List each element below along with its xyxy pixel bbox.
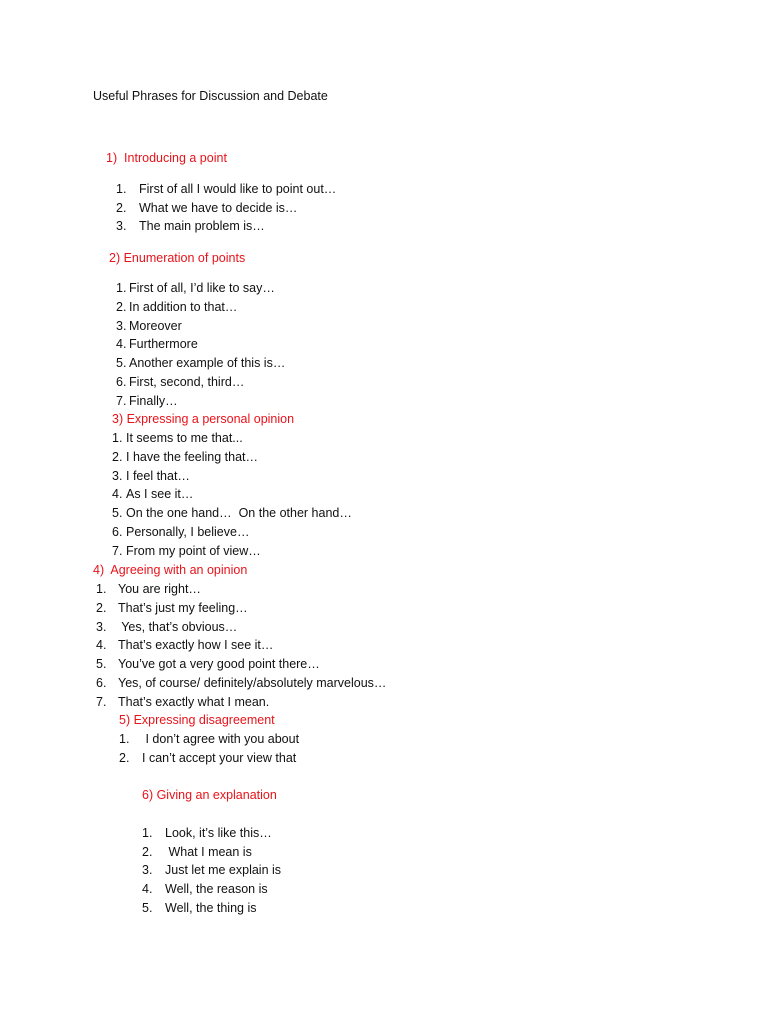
list-item-number: 4. xyxy=(142,882,153,896)
list-item-number: 1. xyxy=(116,182,127,196)
list-item-text: Yes, of course/ definitely/absolutely marvelous… xyxy=(118,676,387,690)
section-heading: 6) Giving an explanation xyxy=(142,788,277,802)
list-item-text: As I see it… xyxy=(126,487,194,501)
section-heading: 2) Enumeration of points xyxy=(109,251,246,265)
list-item-number: 6. xyxy=(112,525,123,539)
list-item-number: 1. xyxy=(119,732,130,746)
list-item-number: 3. xyxy=(96,620,107,634)
list-item-number: 7. xyxy=(116,394,127,408)
list-item-text: It seems to me that... xyxy=(126,431,243,445)
section-heading: 1) Introducing a point xyxy=(106,151,227,165)
list-item-text: On the one hand… On the other hand… xyxy=(126,506,352,520)
list-item-text: Another example of this is… xyxy=(129,356,286,370)
list-item-number: 2. xyxy=(96,601,107,615)
list-item-text: I have the feeling that… xyxy=(126,450,259,464)
list-item-text: What we have to decide is… xyxy=(139,201,298,215)
list-item-text: I feel that… xyxy=(126,469,190,483)
list-item-number: 6. xyxy=(96,676,107,690)
list-item-text: In addition to that… xyxy=(129,300,238,314)
list-item-text: From my point of view… xyxy=(126,544,261,558)
list-item-number: 5. xyxy=(142,901,153,915)
list-item-number: 1. xyxy=(116,281,127,295)
list-item-text: The main problem is… xyxy=(139,219,265,233)
list-item-text: You’ve got a very good point there… xyxy=(118,657,320,671)
list-item-text: What I mean is xyxy=(165,845,252,859)
section-heading: 3) Expressing a personal opinion xyxy=(112,412,295,426)
list-item-number: 5. xyxy=(96,657,107,671)
list-item-text: You are right… xyxy=(118,582,201,596)
list-item-number: 1. xyxy=(96,582,107,596)
list-item-number: 7. xyxy=(96,695,107,709)
list-item-text: That’s exactly how I see it… xyxy=(118,638,274,652)
list-item-text: Just let me explain is xyxy=(165,863,282,877)
list-item-number: 2. xyxy=(112,450,123,464)
list-item-number: 1. xyxy=(112,431,123,445)
list-item-number: 4. xyxy=(96,638,107,652)
list-item-number: 5. xyxy=(112,506,123,520)
list-item-text: Moreover xyxy=(129,319,182,333)
list-item-text: Furthermore xyxy=(129,337,198,351)
list-item-number: 4. xyxy=(116,337,127,351)
list-item-text: Well, the thing is xyxy=(165,901,257,915)
section-heading: 4) Agreeing with an opinion xyxy=(93,563,248,577)
list-item-text: First, second, third… xyxy=(129,375,245,389)
list-item-number: 5. xyxy=(116,356,127,370)
list-item-number: 3. xyxy=(142,863,153,877)
list-item-text: Yes, that’s obvious… xyxy=(118,620,238,634)
list-item-text: Personally, I believe… xyxy=(126,525,250,539)
list-item-text: Well, the reason is xyxy=(165,882,268,896)
list-item-text: I don’t agree with you about xyxy=(142,732,300,746)
list-item-number: 3. xyxy=(116,219,127,233)
list-item-text: I can’t accept your view that xyxy=(142,751,297,765)
list-item-text: Finally… xyxy=(129,394,178,408)
list-item-number: 3. xyxy=(116,319,127,333)
list-item-number: 2. xyxy=(119,751,130,765)
list-item-text: First of all I would like to point out… xyxy=(139,182,337,196)
list-item-number: 2. xyxy=(142,845,153,859)
list-item-text: First of all, I’d like to say… xyxy=(129,281,275,295)
list-item-number: 1. xyxy=(142,826,153,840)
section-heading: 5) Expressing disagreement xyxy=(119,713,275,727)
list-item-text: That’s exactly what I mean. xyxy=(118,695,270,709)
list-item-number: 6. xyxy=(116,375,127,389)
list-item-text: Look, it’s like this… xyxy=(165,826,272,840)
list-item-number: 2. xyxy=(116,201,127,215)
list-item-number: 7. xyxy=(112,544,123,558)
page-title: Useful Phrases for Discussion and Debate xyxy=(93,89,328,103)
list-item-number: 4. xyxy=(112,487,123,501)
list-item-number: 2. xyxy=(116,300,127,314)
list-item-text: That’s just my feeling… xyxy=(118,601,248,615)
list-item-number: 3. xyxy=(112,469,123,483)
